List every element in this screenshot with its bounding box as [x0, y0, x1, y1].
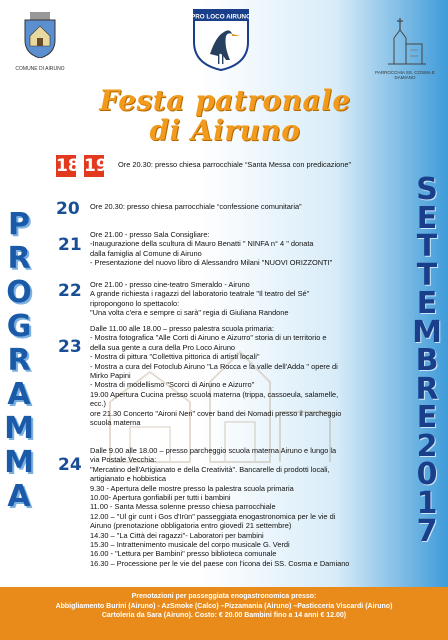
entry-line: via Postale Vecchia: — [90, 455, 157, 465]
entry-line: scuola materna — [90, 418, 141, 428]
vertical-letter: T — [416, 257, 438, 293]
vertical-letter: M — [4, 445, 34, 480]
vertical-letter: 2 — [416, 428, 438, 464]
entry-line: "Mercatino dell'Artigianato e della Creatività". Bancarelle di prodotti locali, — [90, 464, 330, 474]
entry-line: - Presentazione del nuovo libro di Alessandro Milani "NUOVI ORIZZONTI" — [90, 258, 333, 268]
vertical-letter: G — [6, 309, 32, 344]
entry-line: 16.00 - "Lettura per Bambini" presso biblioteca comunale — [90, 549, 277, 559]
vertical-letter: S — [416, 172, 438, 207]
title-line-1: Festa patronale — [99, 84, 351, 117]
day-badge-18: 18 — [56, 156, 80, 176]
entry-line: - Mostra fotografica "Alle Corti di Airuno e Aizurro" storia di un territorio e — [90, 333, 327, 343]
entry-line: A grande richiesta i ragazzi del laboratorio teatrale "Il teatro del Sé" — [90, 289, 310, 299]
entry-line: Ore 21.00 - presso cine-teatro Smeraldo - Airuno — [90, 280, 250, 289]
footer-text — [10, 592, 438, 621]
pro-loco-text: PRO LOCO AIRUNO — [191, 13, 251, 21]
entry-line: Ore 21.00 - presso Sala Consigliare: — [90, 230, 210, 239]
parish-caption: PARROCCHIA SS. COSMA E DAMIANO — [375, 70, 435, 80]
entry-line: 11.00 - Santa Messa solenne presso chiesa parrocchiale — [90, 502, 276, 512]
entry-line: 12.00 – "Ul gir cunt i Gos d'Irün" passeggiata enogastronomica per le vie di — [90, 511, 336, 521]
vertical-letter: B — [415, 343, 439, 378]
vertical-letter: R — [415, 371, 439, 407]
entry-line: artigianato e hobbistica — [90, 474, 167, 484]
settembre-2017-vertical-text — [412, 172, 442, 549]
day-badge-22: 22 — [58, 281, 82, 301]
vertical-letter: P — [8, 207, 30, 242]
vertical-letter: 0 — [416, 457, 438, 492]
title-line-2: di Airuno — [149, 114, 301, 147]
day-badge-20: 20 — [56, 199, 80, 219]
day-21-entry — [90, 230, 410, 268]
day-18-19-entry — [118, 160, 418, 169]
day-badge-19: 19 — [84, 156, 108, 176]
vertical-letter: R — [7, 241, 31, 276]
comune-caption: COMUNE DI AIRUNO — [15, 66, 65, 72]
entry-line: - Mostra di pittura "Collettiva pittorica di artisti locali" — [90, 352, 260, 362]
entry-line: 10.00- Apertura gonfiabili per tutti i bambini — [90, 493, 231, 503]
vertical-letter: A — [7, 377, 31, 412]
entry-line: - Mostra di modellismo "Scorci di Airuno e Aizurro" — [90, 380, 255, 390]
day-23-entry — [90, 324, 410, 427]
vertical-letter: 1 — [416, 485, 438, 521]
day-badge-23: 23 — [58, 337, 82, 357]
day-badge-21: 21 — [58, 235, 82, 255]
pro-loco-logo-icon — [190, 6, 252, 72]
entry-line: Mirko Papini — [90, 371, 131, 381]
entry-line: Dalle 11.00 alle 18.00 – presso palestra scuola primaria: — [90, 324, 274, 333]
entry-line: 16.30 – Processione per le vie del paese con l'icona dei SS. Cosma e Damiano — [90, 558, 350, 568]
entry-line: 19.00 Apertura Cucina presso scuola materna (trippa, cassoeula, salamelle, — [90, 389, 339, 399]
day-20-entry — [90, 202, 410, 211]
entry-line: Airuno (prenotazione obbligatoria entro giovedì 21 settembre) — [90, 521, 292, 531]
day-22-entry — [90, 280, 410, 318]
entry-line: "Una volta c'era e sempre ci sarà" regia di Giuliana Randone — [90, 308, 289, 318]
vertical-letter: M — [412, 314, 442, 350]
entry-line: 15.30 – Intrattenimento musicale del corpo musicale G. Verdi — [90, 540, 290, 550]
vertical-letter: E — [416, 200, 438, 236]
vertical-letter: E — [416, 400, 438, 435]
vertical-letter: R — [7, 343, 31, 378]
entry-line: ecc.) — [90, 399, 107, 409]
entry-line: - Mostra a cura del Fotoclub Airuno "La Rocca e la valle dell'Adda " opere di — [90, 361, 338, 371]
vertical-letter: E — [416, 286, 438, 321]
entry-line: 14.30 – "La Città dei ragazzi"- Laboratori per bambini — [90, 530, 264, 540]
footer-line-3: Cartoleria da Sara (Airuno). Costo: € 20.00 Bambini fino a 14 anni € 12.00) — [101, 612, 347, 619]
entry-line: ore 21.30 Concerto "Aironi Neri" cover band dei Nomadi presso il parcheggio — [90, 408, 342, 418]
vertical-letter: T — [416, 229, 438, 264]
parish-church-icon — [384, 14, 428, 68]
footer-line-1: Prenotazioni per passeggiata enogastronomica presso: — [131, 593, 317, 600]
day-24-entry — [90, 446, 410, 568]
entry-line: -Inaugurazione della scultura di Mauro Benatti " NINFA n° 4 " donata — [90, 239, 314, 249]
entry-line: Ore 20.30: presso chiesa parrocchiale “confessione comunitaria” — [90, 202, 302, 211]
vertical-letter: 7 — [416, 514, 438, 549]
entry-line: Ore 20.30: presso chiesa parrocchiale “Santa Messa con predicazione” — [118, 160, 351, 169]
vertical-letter: O — [6, 275, 32, 310]
entry-line: ripropongono lo spettacolo: — [90, 298, 180, 308]
entry-line: dalla famiglia al Comune di Airuno — [90, 248, 202, 258]
entry-line: 9.30 - Apertura delle mostre presso la palestra scuola primaria — [90, 483, 294, 493]
footer-line-2: Abbigliamento Burini (Airuno) - AzSmoke (Calco) –Pizzamania (Airuno) –Pasticceria Viscardi (Airuno) — [55, 602, 393, 610]
entry-line: della sua gente a cura della Pro Loco Airuno — [90, 342, 236, 352]
vertical-letter: M — [4, 411, 34, 446]
day-badge-24: 24 — [58, 455, 82, 475]
entry-line: Dalle 9.00 alle 18.00 – presso parcheggio scuola materna Airuno e lungo la — [90, 446, 337, 455]
comune-crest-icon — [22, 12, 58, 58]
vertical-letter: A — [7, 479, 31, 514]
programma-vertical-text — [4, 208, 34, 514]
